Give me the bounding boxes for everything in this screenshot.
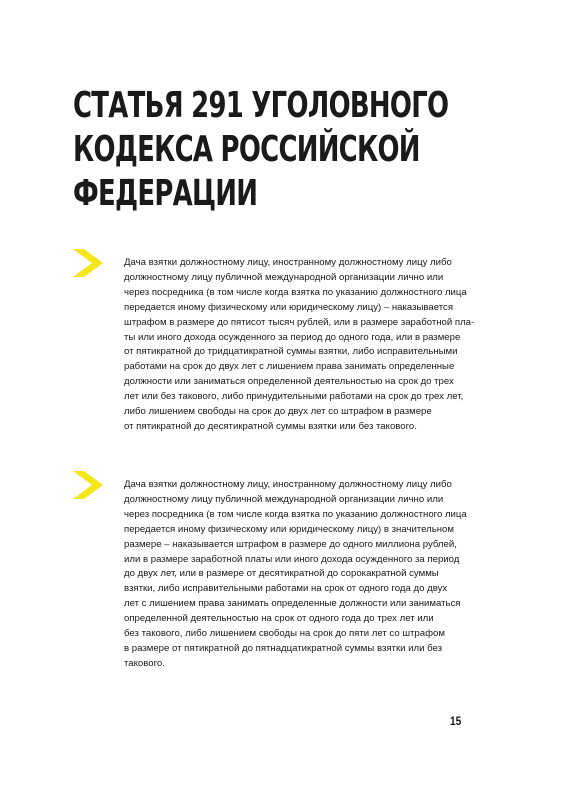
paragraph-line: лет с лишением права занимать определенные должности или заниматься [124, 598, 461, 610]
paragraph-line: лет или без такового, либо принудительными работами на срок до трех лет, [124, 391, 464, 403]
chevron-right-icon [73, 471, 103, 499]
paragraph-line: Дача взятки должностному лицу, иностранному должностному лицу либо [124, 257, 452, 268]
paragraph-line: ты или иного дохода осужденного за период до одного года, или в размере [124, 331, 461, 343]
paragraph-part-1 [124, 256, 476, 435]
paragraph-line: передается иному физическому или юридическому лицу) – наказывается [124, 301, 454, 313]
chevron-shape [73, 249, 103, 277]
title-line: ФЕДЕРАЦИИ [73, 173, 258, 214]
title-line: КОДЕКСА РОССИЙСКОЙ [73, 129, 420, 170]
paragraph-line: до двух лет, или в размере от десятикратной до сорокакратной суммы [124, 568, 439, 580]
paragraph-line: или в размере заработной платы или иного дохода осужденного за период [124, 553, 460, 565]
paragraph-line: от пятикратной до десятикратной суммы взятки или без такового. [124, 420, 417, 432]
paragraph-line: должностному лицу публичной международной организации лично или [124, 493, 444, 505]
title-line: СТАТЬЯ 291 УГОЛОВНОГО [73, 85, 449, 126]
paragraph-line: через посредника (в том числе когда взятка по указанию должностного лица [124, 286, 467, 298]
paragraph-line: без такового, либо лишением свободы на срок до пяти лет со штрафом [124, 628, 445, 640]
paragraph-line: должностному лицу публичной международной организации лично или [124, 271, 444, 283]
chevron-shape [73, 471, 103, 499]
paragraph-line: взятки, либо исправительными работами на срок от одного года до двух [124, 583, 448, 595]
paragraph-line: от пятикратной до тридцатикратной суммы взятки, либо исправительными [124, 346, 458, 358]
page-title [73, 84, 476, 216]
paragraph-line: определенной деятельностью на срок от одного года до трех лет или [124, 613, 434, 625]
paragraph-line: передается иному физическому или юридическому лицу) в значительном [124, 523, 454, 535]
paragraph-line: Дача взятки должностному лицу, иностранному должностному лицу либо [124, 479, 452, 490]
paragraph-line: такового. [124, 657, 165, 669]
chevron-right-icon [73, 249, 103, 277]
paragraph-line: через посредника (в том числе когда взятка по указанию должностного лица [124, 508, 467, 520]
paragraph-line: должности или заниматься определенной деятельностью на срок до трех [124, 376, 454, 388]
paragraph-line: штрафом в размере до пятисот тысяч рублей, или в размере заработной пла- [124, 316, 475, 328]
paragraph-part-2 [124, 478, 476, 672]
paragraph-line: размере – наказывается штрафом в размере до одного миллиона рублей, [124, 538, 457, 550]
paragraph-line: либо лишением свободы на срок до двух лет со штрафом в размере [124, 406, 432, 418]
paragraph-line: в размере от пятикратной до пятнадцатикратной суммы взятки или без [124, 642, 443, 654]
page-number: 15 [449, 714, 461, 728]
paragraph-line: работами на срок до двух лет с лишением права занимать определенные [124, 361, 455, 373]
